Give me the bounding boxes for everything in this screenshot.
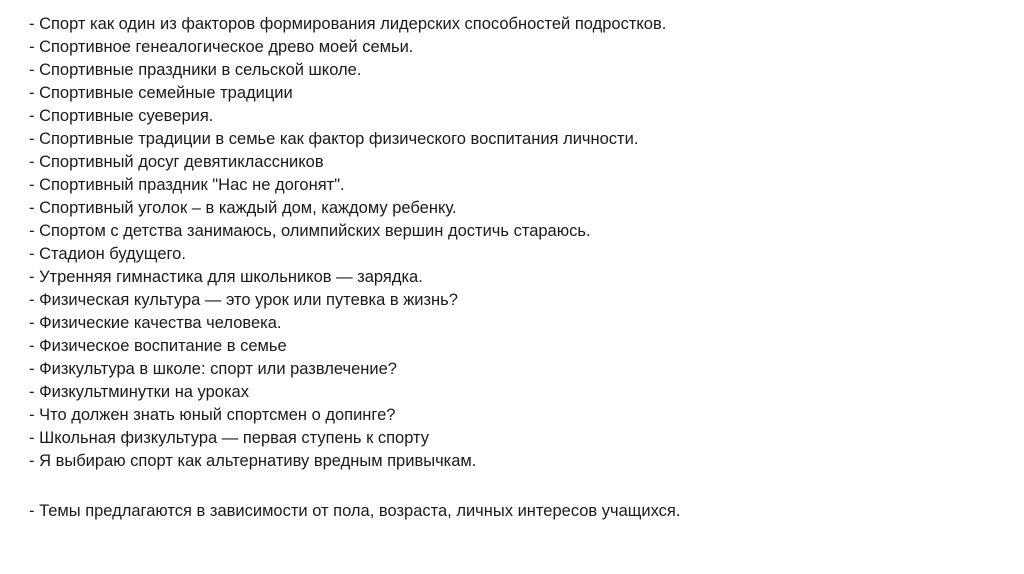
topic-item: - Физические качества человека. [29, 314, 282, 332]
topic-item: - Что должен знать юный спортсмен о допинге? [29, 406, 396, 424]
topic-item: - Стадион будущего. [29, 245, 186, 263]
topic-list [29, 13, 989, 473]
topic-item: - Спортивные суеверия. [29, 107, 214, 125]
topic-item: - Физическое воспитание в семье [29, 337, 287, 355]
topic-item: - Спортом с детства занимаюсь, олимпийских вершин достичь стараюсь. [29, 222, 591, 240]
topic-item: - Спортивный праздник "Нас не догонят". [29, 176, 345, 194]
topic-item: - Физическая культура — это урок или путевка в жизнь? [29, 291, 458, 309]
topic-item: - Спортивные традиции в семье как фактор физического воспитания личности. [29, 130, 639, 148]
topic-item: - Утренняя гимнастика для школьников — зарядка. [29, 268, 423, 286]
topic-item: - Физкультура в школе: спорт или развлечение? [29, 360, 397, 378]
topic-item: - Физкультминутки на уроках [29, 383, 249, 401]
topic-item: - Спортивный уголок – в каждый дом, каждому ребенку. [29, 199, 457, 217]
topic-item: - Спортивное генеалогическое древо моей семьи. [29, 38, 414, 56]
footer-note: - Темы предлагаются в зависимости от пола, возраста, личных интересов учащихся. [29, 502, 681, 520]
topic-item: - Я выбираю спорт как альтернативу вредным привычкам. [29, 452, 477, 470]
topic-item: - Спортивные праздники в сельской школе. [29, 61, 362, 79]
topic-item: - Спортивный досуг девятиклассников [29, 153, 324, 171]
topic-item: - Спортивные семейные традиции [29, 84, 293, 102]
topic-item: - Спорт как один из факторов формирования лидерских способностей подростков. [29, 15, 667, 33]
topic-item: - Школьная физкультура — первая ступень к спорту [29, 429, 430, 447]
